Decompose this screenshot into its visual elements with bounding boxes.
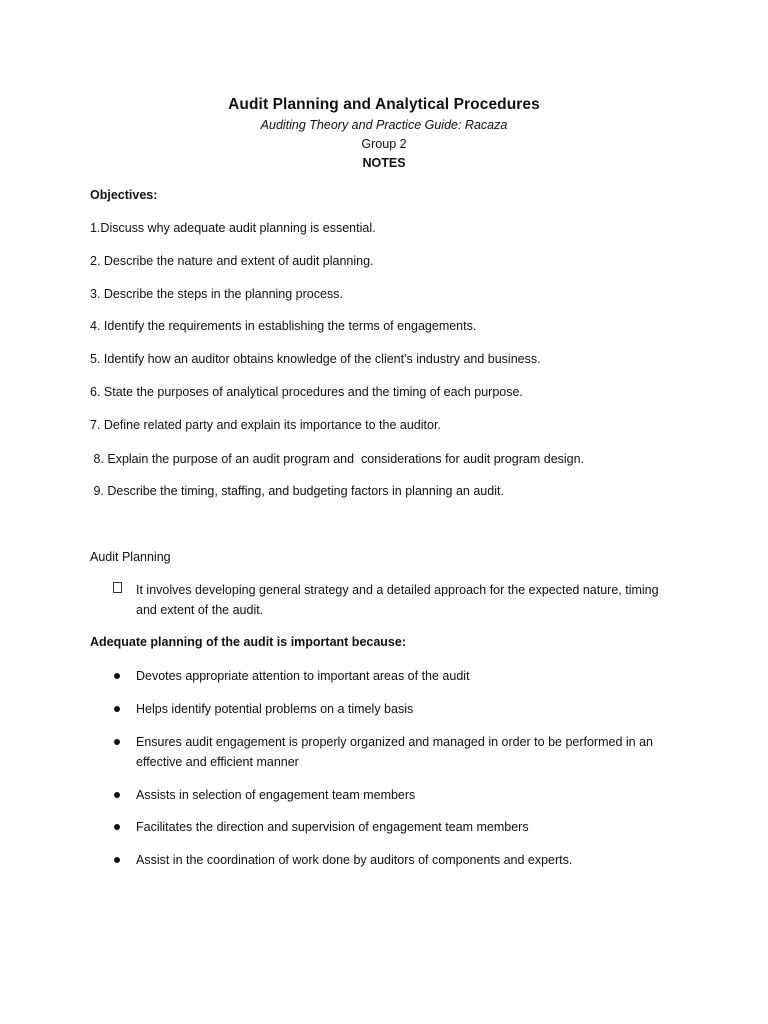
objective-item: 8. Explain the purpose of an audit program and considerations for audit program design. <box>90 452 585 466</box>
importance-item: Facilitates the direction and supervision of engagement team members <box>136 820 529 834</box>
square-bullet-icon <box>113 582 122 593</box>
importance-heading: Adequate planning of the audit is important because: <box>90 635 406 649</box>
objective-item: 1.Discuss why adequate audit planning is essential. <box>90 221 376 235</box>
audit-planning-definition: It involves developing general strategy and a detailed approach for the expected nature, timing and extent of the audit. <box>136 583 659 617</box>
objective-item: 6. State the purposes of analytical procedures and the timing of each purpose. <box>90 385 523 399</box>
importance-item: Ensures audit engagement is properly organized and managed in order to be performed in an effective and efficient manner <box>136 735 653 769</box>
bullet-dot-icon <box>114 792 120 798</box>
bullet-dot-icon <box>114 739 120 745</box>
objective-item: 4. Identify the requirements in establishing the terms of engagements. <box>90 319 477 333</box>
objective-item: 7. Define related party and explain its importance to the auditor. <box>90 418 441 432</box>
bullet-dot-icon <box>114 857 120 863</box>
objective-item: 3. Describe the steps in the planning process. <box>90 287 343 301</box>
document-header <box>0 94 768 173</box>
objective-item: 9. Describe the timing, staffing, and budgeting factors in planning an audit. <box>90 484 504 498</box>
audit-planning-heading: Audit Planning <box>90 550 171 564</box>
importance-item: Assists in selection of engagement team members <box>136 788 416 802</box>
document-title: Audit Planning and Analytical Procedures <box>228 96 540 113</box>
importance-item: Devotes appropriate attention to important areas of the audit <box>136 669 470 683</box>
objective-item: 2. Describe the nature and extent of audit planning. <box>90 254 374 268</box>
notes-label: NOTES <box>362 156 406 170</box>
group-label: Group 2 <box>361 137 407 151</box>
bullet-dot-icon <box>114 706 120 712</box>
importance-item: Assist in the coordination of work done by auditors of components and experts. <box>136 853 573 867</box>
objectives-heading: Objectives: <box>90 188 158 202</box>
bullet-dot-icon <box>114 824 120 830</box>
document-subtitle: Auditing Theory and Practice Guide: Racaza <box>260 118 508 132</box>
importance-item: Helps identify potential problems on a timely basis <box>136 702 414 716</box>
objective-item: 5. Identify how an auditor obtains knowledge of the client's industry and business. <box>90 352 541 366</box>
bullet-dot-icon <box>114 673 120 679</box>
